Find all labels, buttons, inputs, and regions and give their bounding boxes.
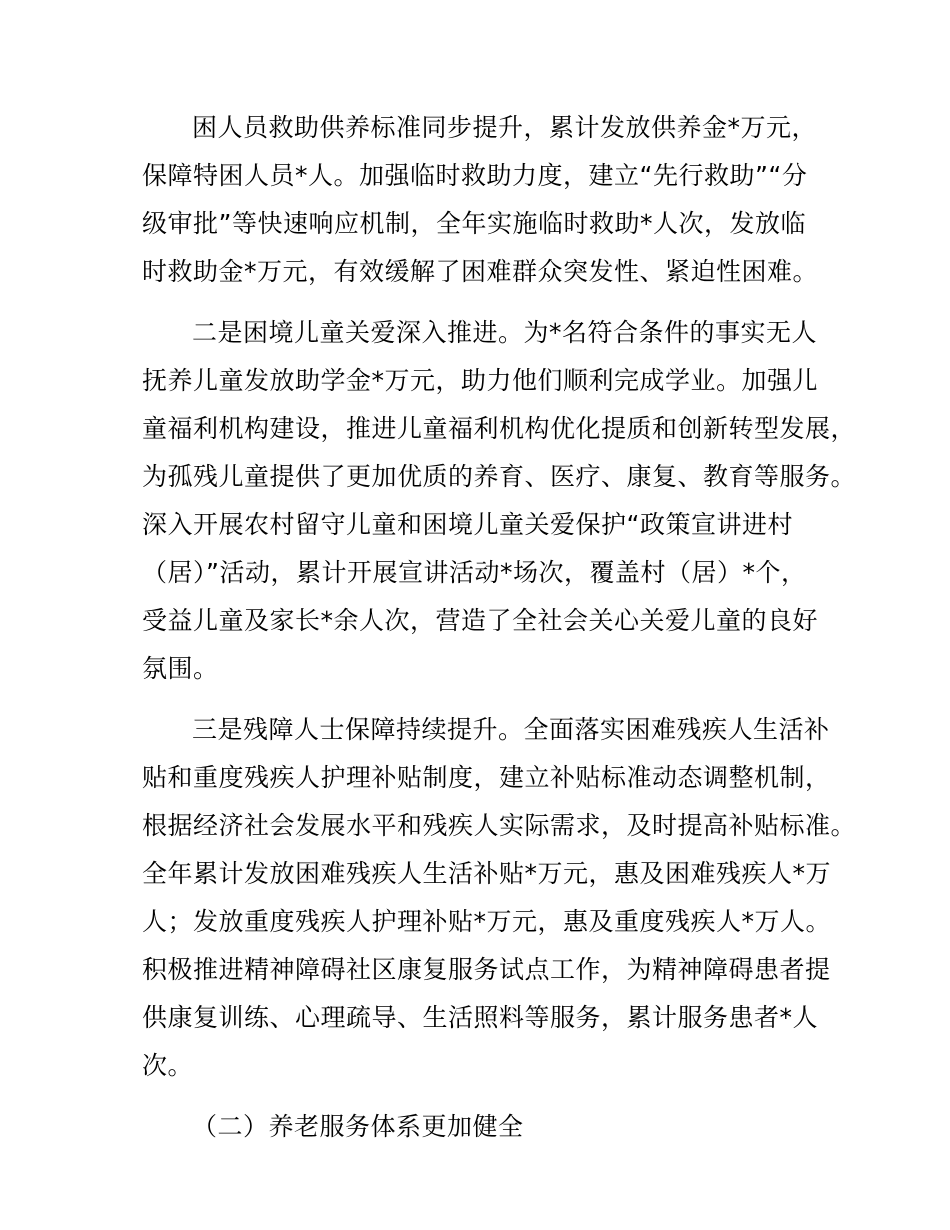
text-line: 人；发放重度残疾人护理补贴*万元，惠及重度残疾人*万人。 (142, 907, 832, 936)
text-line: （居）”活动，累计开展宣讲活动*场次，覆盖村（居）*个， (142, 558, 807, 587)
text-line: 为孤残儿童提供了更加优质的养育、医疗、康复、教育等服务。 (142, 462, 857, 491)
section-heading: （二）养老服务体系更加健全 (192, 1112, 524, 1141)
paragraph-spacer (142, 1098, 832, 1111)
text-line: 二是困境儿童关爱深入推进。为*名符合条件的事实无人 (192, 318, 818, 347)
text-line: 全年累计发放困难残疾人生活补贴*万元，惠及困难残疾人*万 (142, 859, 832, 888)
paragraph-children-care (142, 317, 857, 701)
text-line: 氛围。 (142, 654, 219, 683)
text-line: 保障特困人员*人。加强临时救助力度，建立“先行救助”“分 (142, 161, 808, 190)
text-line: 贴和重度残疾人护理补贴制度，建立补贴标准动态调整机制， (142, 763, 831, 792)
section-heading-elderly-care (142, 1111, 832, 1159)
text-line: 受益儿童及家长*余人次，营造了全社会关心关爱儿童的良好 (142, 606, 819, 635)
text-line: 童福利机构建设，推进儿童福利机构优化提质和创新转型发展， (142, 414, 857, 443)
document-page (142, 112, 857, 1159)
text-line: 时救助金*万元，有效缓解了困难群众突发性、紧迫性困难。 (142, 257, 819, 286)
text-line: 深入开展农村留守儿童和困境儿童关爱保护“政策宣讲进村 (142, 510, 793, 539)
text-line: 供康复训练、心理疏导、生活照料等服务，累计服务患者*人 (142, 1003, 819, 1032)
text-line: 级审批”等快速响应机制，全年实施临时救助*人次，发放临 (142, 209, 806, 238)
paragraph-spacer (142, 304, 832, 317)
text-line: 三是残障人士保障持续提升。全面落实困难残疾人生活补 (192, 715, 830, 744)
text-line: 困人员救助供养标准同步提升，累计发放供养金*万元， (192, 113, 818, 142)
text-line: 次。 (142, 1051, 194, 1080)
paragraph-spacer (142, 701, 832, 714)
text-line: 根据经济社会发展水平和残疾人实际需求，及时提高补贴标准。 (142, 811, 857, 840)
paragraph-special-hardship-relief (142, 112, 832, 304)
text-line: 积极推进精神障碍社区康复服务试点工作，为精神障碍患者提 (142, 955, 831, 984)
text-line: 抚养儿童发放助学金*万元，助力他们顺利完成学业。加强儿 (142, 366, 819, 395)
paragraph-disability-support (142, 714, 857, 1098)
